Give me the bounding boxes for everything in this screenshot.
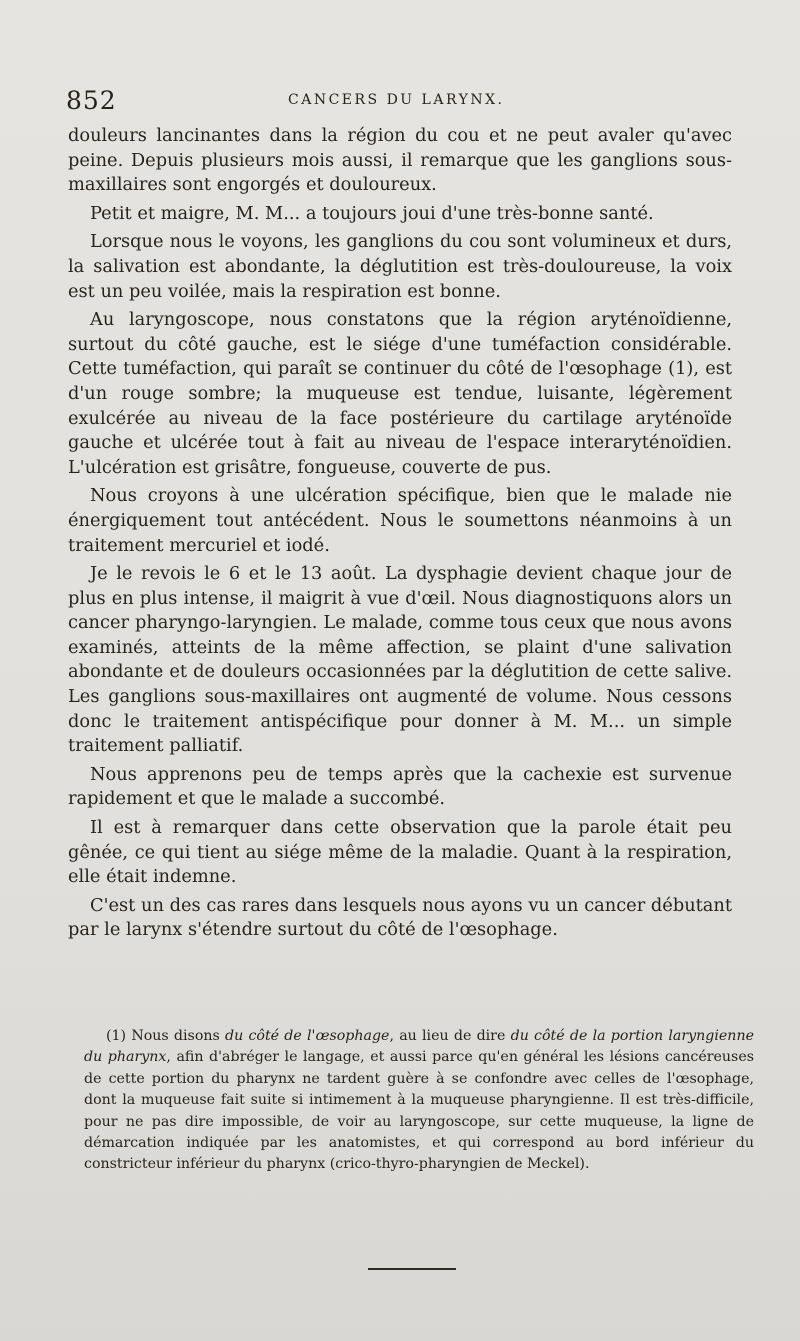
main-text <box>68 124 732 947</box>
paragraph: Nous croyons à une ulcération spécifique, bien que le malade nie énergiquement tout antécédent. Nous le soumettons néanmoins à un traitement mercuriel et iodé. <box>68 485 732 556</box>
footnote-marker: (1) Nous disons <box>106 1028 220 1044</box>
paragraph: Petit et maigre, M. M... a toujours joui d'une très-bonne santé. <box>90 202 654 224</box>
closing-rule <box>368 1268 456 1270</box>
paragraph: Il est à remarquer dans cette observation que la parole était peu gênée, ce qui tient au siége même de la maladie. Quant à la respiration, elle était indemne. <box>68 817 732 888</box>
footnote-italic: du côté de l'œsophage <box>225 1028 390 1044</box>
paragraph: Lorsque nous le voyons, les ganglions du cou sont volumineux et durs, la salivation est abondante, la déglutition est très-douloureuse, la voix est un peu voilée, mais la respiration est bonne. <box>68 231 732 302</box>
running-head: CANCERS DU LARYNX. <box>288 92 505 108</box>
page-header <box>66 86 730 122</box>
footnote-text: , afin d'abréger le langage, et aussi parce qu'en général les lésions cancéreuses de cette portion du pharynx ne tardent guère à se confondre avec celles de l'œsophage, dont la muqueuse fait suite si intimement à la muqueuse pharyngienne. Il est très-difficile, pour ne pas dire impossible, de voir au laryngoscope, sur cette muqueuse, la ligne de démarcation indiquée par les anatomistes, et qui correspond au bord inférieur du constricteur inférieur du pharynx (crico-thyro-pharyngien de Meckel). <box>84 1049 755 1173</box>
paragraph: Je le revois le 6 et le 13 août. La dysphagie devient chaque jour de plus en plus intense, il maigrit à vue d'œil. Nous diagnostiquons alors un cancer pharyngo-laryngien. Le malade, comme tous ceux que nous avons examinés, atteints de la même affection, se plaint d'une salivation abondante et de douleurs occasionnées par la déglutition de cette salive. Les ganglions sous-maxillaires ont augmenté de volume. Nous cessons donc le traitement antispécifique pour donner à M. M... un simple traitement palliatif. <box>68 563 732 757</box>
footnote-text: , au lieu de dire <box>389 1028 506 1044</box>
paragraph: C'est un des cas rares dans lesquels nous ayons vu un cancer débutant par le larynx s'étendre surtout du côté de l'œsophage. <box>68 894 732 941</box>
paragraph: douleurs lancinantes dans la région du cou et ne peut avaler qu'avec peine. Depuis plusieurs mois aussi, il remarque que les ganglions sous-maxillaires sont engorgés et douloureux. <box>68 125 732 196</box>
page-number: 852 <box>66 86 117 115</box>
footnotes <box>84 1026 754 1176</box>
paragraph: Nous apprenons peu de temps après que la cachexie est survenue rapidement et que le malade a succombé. <box>68 763 732 810</box>
footnote-italic: du côté de la portion laryngienne du pharynx <box>84 1028 754 1066</box>
paragraph: Au laryngoscope, nous constatons que la région aryténoïdienne, surtout du côté gauche, est le siége d'une tuméfaction considérable. Cette tuméfaction, qui paraît se continuer du côté de l'œsophage (1), est d'un rouge sombre; la muqueuse est tendue, luisante, légèrement exulcérée au niveau de la face postérieure du cartilage aryténoïde gauche et ulcérée tout à fait au niveau de l'espace interaryténoïdien. L'ulcération est grisâtre, fongueuse, couverte de pus. <box>68 309 732 478</box>
footnote <box>84 1026 754 1176</box>
